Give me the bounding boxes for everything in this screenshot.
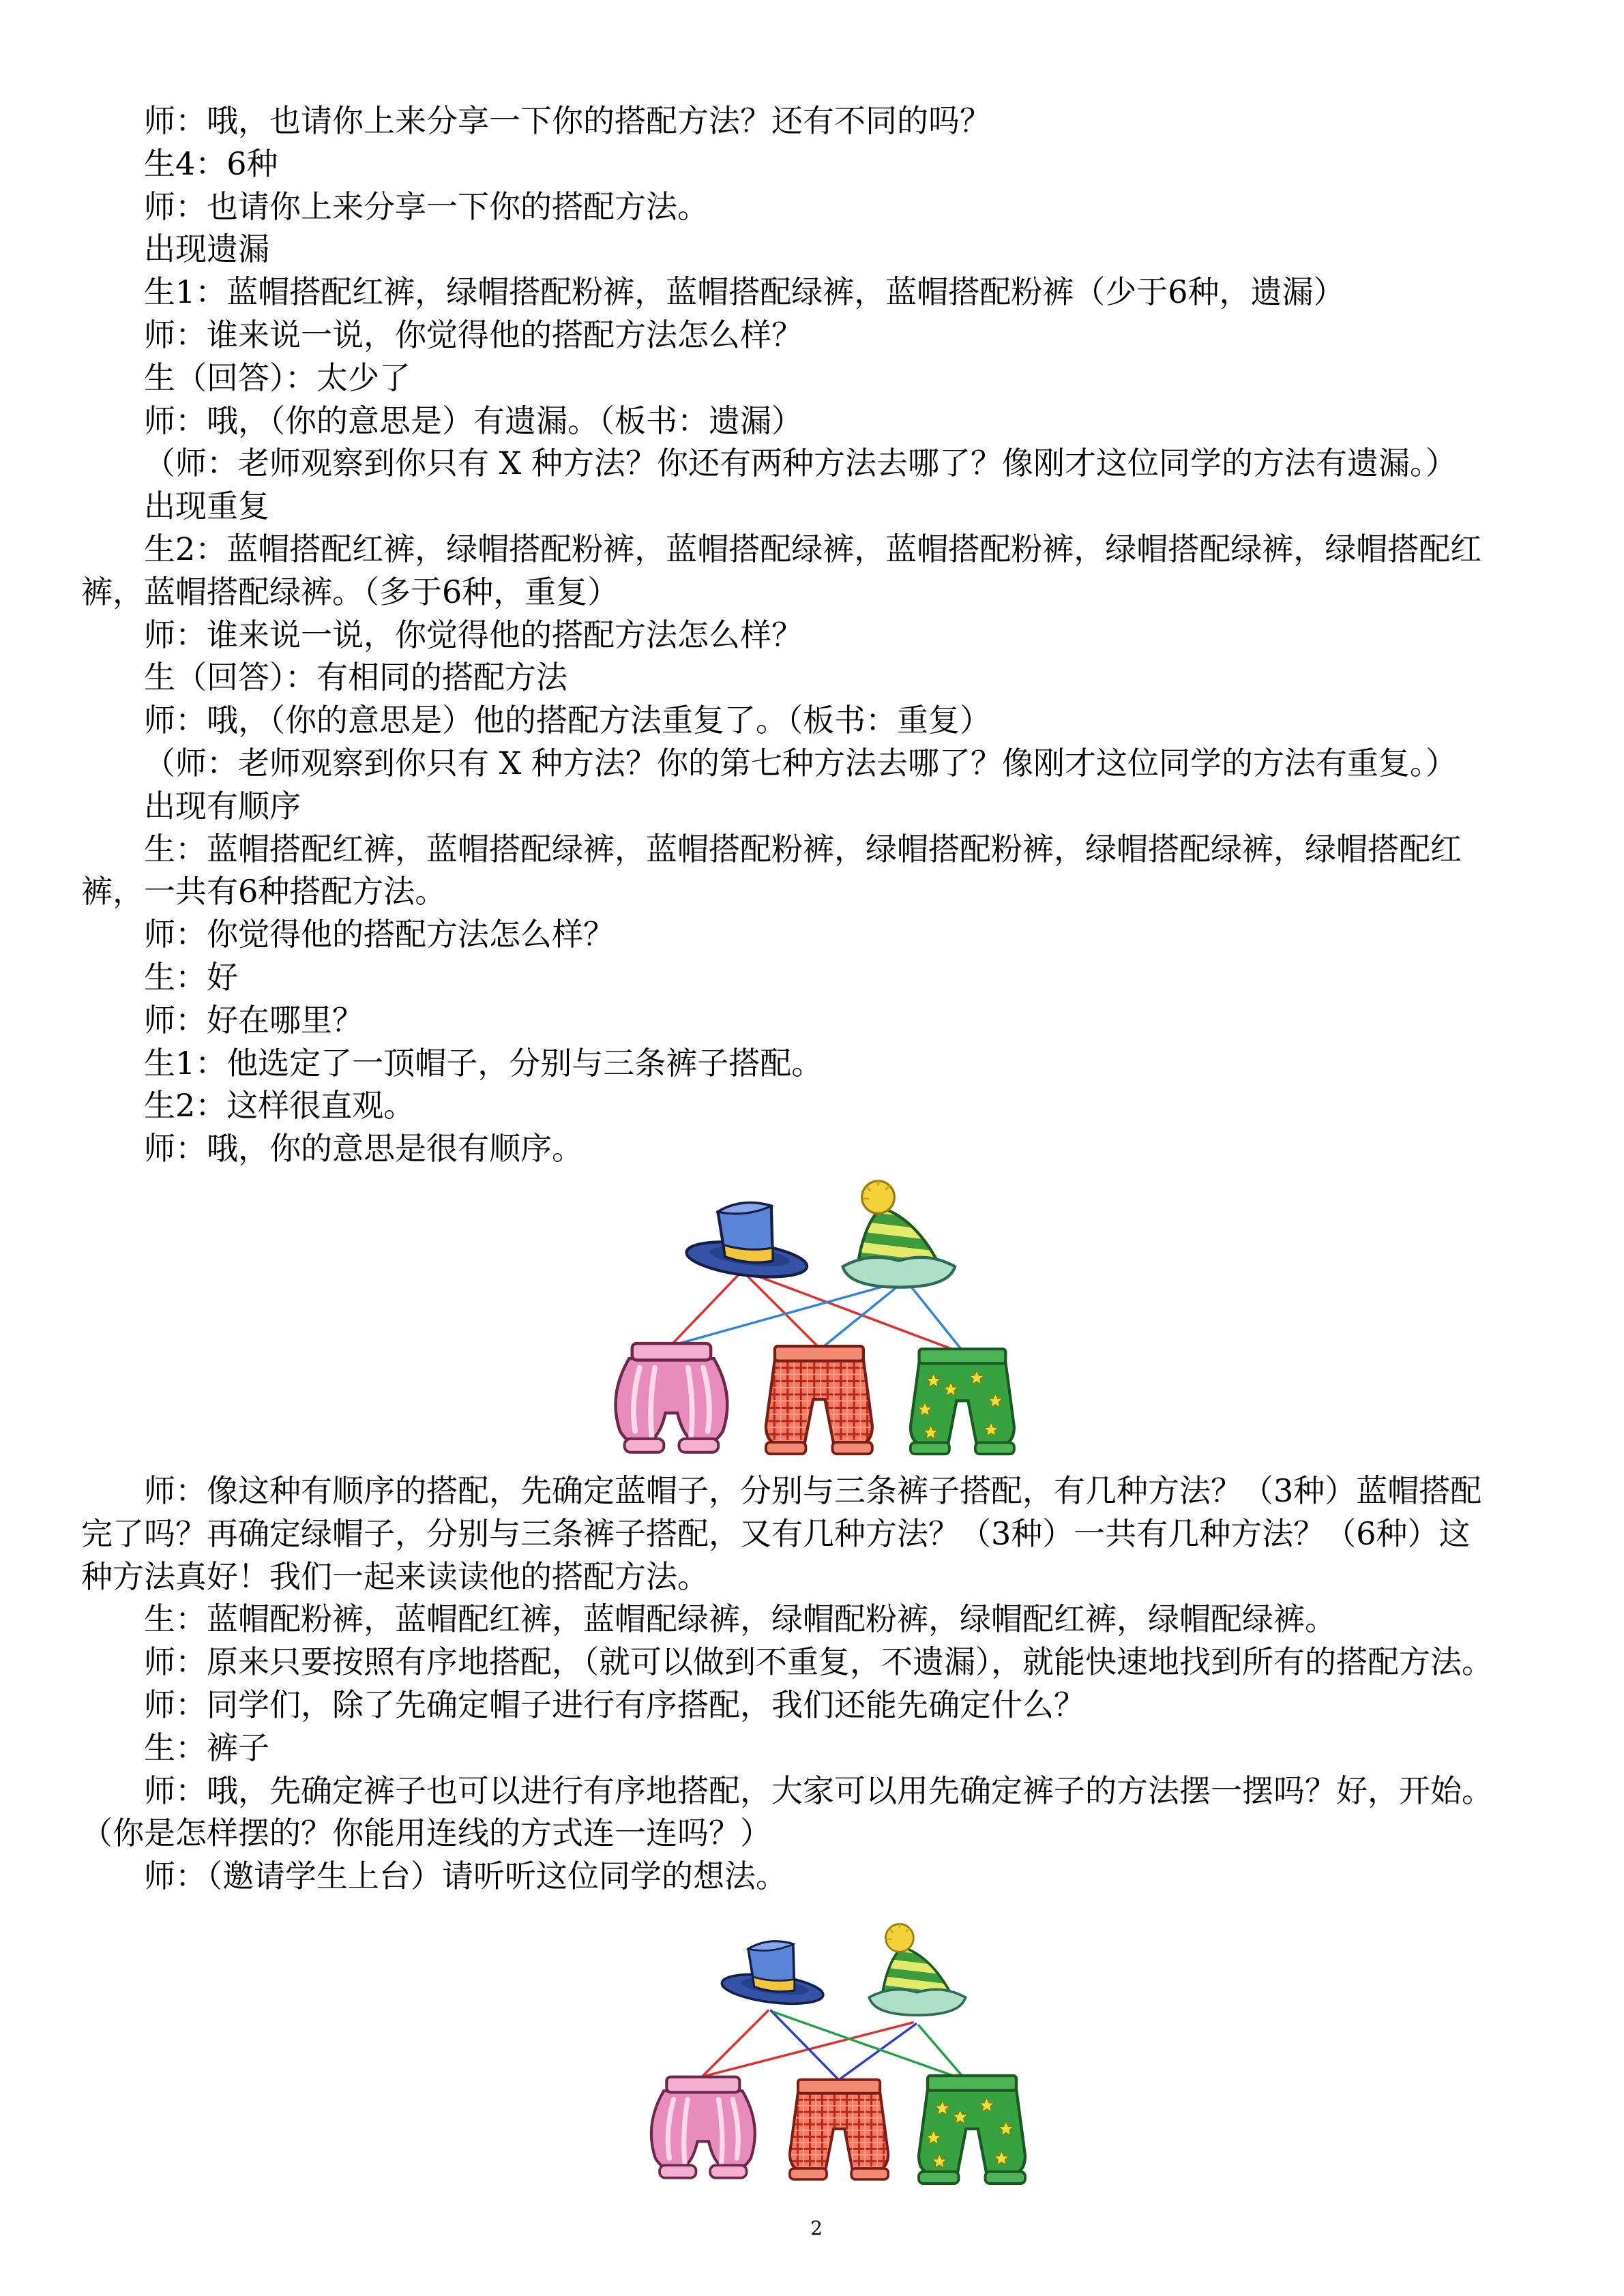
teacher-line: 师：你觉得他的搭配方法怎么样？ <box>144 916 615 953</box>
student-line-continuation: 裤，蓝帽搭配绿裤。（多于6种，重复） <box>81 573 619 610</box>
dialogue-block-2 <box>81 1470 1582 1898</box>
teacher-line: 师：哦，（你的意思是）有遗漏。（板书：遗漏） <box>144 402 803 439</box>
teacher-line: 师：谁来说一说，你觉得他的搭配方法怎么样？ <box>144 616 803 653</box>
student-line: 生：蓝帽搭配红裤，蓝帽搭配绿裤，蓝帽搭配粉裤，绿帽搭配粉裤，绿帽搭配绿裤，绿帽搭配红 <box>144 830 1462 867</box>
teacher-line-continuation: 种方法真好！我们一起来读读他的搭配方法。 <box>81 1557 709 1595</box>
green-striped-hat-icon <box>864 1922 971 2021</box>
teacher-line: 师：谁来说一说，你觉得他的搭配方法怎么样？ <box>144 316 803 353</box>
blue-top-hat-icon <box>685 1203 809 1283</box>
teacher-line: 师：（邀请学生上台）请听听这位同学的想法。 <box>144 1858 787 1895</box>
student-line: 生（回答）：太少了 <box>144 359 411 396</box>
teacher-line: 师：好在哪里？ <box>144 1001 364 1039</box>
student-line: 生：裤子 <box>144 1729 269 1766</box>
page-number: 2 <box>810 2217 823 2239</box>
student-line: 生2：蓝帽搭配红裤，绿帽搭配粉裤，蓝帽搭配绿裤，蓝帽搭配粉裤，绿帽搭配绿裤，绿帽搭配红 <box>144 530 1482 567</box>
red-plaid-pants-icon <box>790 2080 888 2179</box>
connection-line <box>671 1275 737 1345</box>
teacher-note: （师：老师观察到你只有 X 种方法？你还有两种方法去哪了？像刚才这位同学的方法有遗漏。） <box>144 445 1457 482</box>
student-line: 生1：蓝帽搭配红裤，绿帽搭配粉裤，蓝帽搭配绿裤，蓝帽搭配粉裤（少于6种，遗漏） <box>144 273 1345 311</box>
student-line-continuation: 裤，一共有6种搭配方法。 <box>81 873 447 910</box>
student-line: 生：蓝帽配粉裤，蓝帽配红裤，蓝帽配绿裤，绿帽配粉裤，绿帽配红裤，绿帽配绿裤。 <box>144 1600 1336 1638</box>
section-heading-ordered: 出现有顺序 <box>144 787 301 824</box>
pink-pants-icon <box>651 2077 755 2178</box>
pink-pants-icon <box>616 1343 728 1452</box>
blue-top-hat-icon <box>720 1941 825 2008</box>
student-line: 生1：他选定了一顶帽子，分别与三条裤子搭配。 <box>144 1044 823 1082</box>
teacher-line: 师：哦，你的意思是很有顺序。 <box>144 1130 583 1167</box>
teacher-line: 师：哦，（你的意思是）他的搭配方法重复了。（板书：重复） <box>144 702 991 739</box>
green-striped-hat-icon <box>837 1178 961 1293</box>
teacher-line: 师：原来只要按照有序地搭配，（就可以做到不重复，不遗漏），就能快速地找到所有的搭配方法。 <box>144 1643 1493 1681</box>
matching-diagram-pants-first <box>643 1907 1034 2192</box>
green-star-pants-icon <box>919 2076 1025 2183</box>
dialogue-block-1 <box>81 100 1582 1170</box>
connection-lines <box>703 2011 964 2079</box>
section-heading-omission: 出现遗漏 <box>144 230 269 268</box>
connection-line <box>774 2012 962 2078</box>
teacher-note: （师：老师观察到你只有 X 种方法？你的第七种方法去哪了？像刚才这位同学的方法有重复。） <box>144 744 1457 781</box>
teacher-line: 师：也请你上来分享一下你的搭配方法。 <box>144 188 709 225</box>
student-line: 生：好 <box>144 958 238 996</box>
red-plaid-pants-icon <box>766 1346 872 1454</box>
matching-diagram-hats-first <box>605 1174 1026 1461</box>
teacher-line-continuation: （你是怎样摆的？你能用连线的方式连一连吗？） <box>81 1815 771 1852</box>
teacher-line: 师：哦，也请你上来分享一下你的搭配方法？还有不同的吗？ <box>144 102 991 139</box>
student-line: 生（回答）：有相同的搭配方法 <box>144 659 567 696</box>
student-line: 生4：6种 <box>144 145 278 182</box>
teacher-line-continuation: 完了吗？再确定绿帽子，分别与三条裤子搭配，又有几种方法？（3种）一共有几种方法？（6种）这 <box>81 1515 1471 1552</box>
connection-line <box>703 2011 768 2076</box>
section-heading-repetition: 出现重复 <box>144 488 269 525</box>
student-line: 生2：这样很直观。 <box>144 1087 415 1124</box>
connection-line <box>909 1284 962 1350</box>
teacher-line: 师：哦，先确定裤子也可以进行有序地搭配，大家可以用先确定裤子的方法摆一摆吗？好，开始。 <box>144 1772 1493 1809</box>
green-star-pants-icon <box>911 1349 1014 1454</box>
teacher-line: 师：像这种有顺序的搭配，先确定蓝帽子，分别与三条裤子搭配，有几种方法？（3种）蓝帽搭配 <box>144 1472 1482 1509</box>
teacher-line: 师：同学们，除了先确定帽子进行有序搭配，我们还能先确定什么？ <box>144 1686 1085 1723</box>
